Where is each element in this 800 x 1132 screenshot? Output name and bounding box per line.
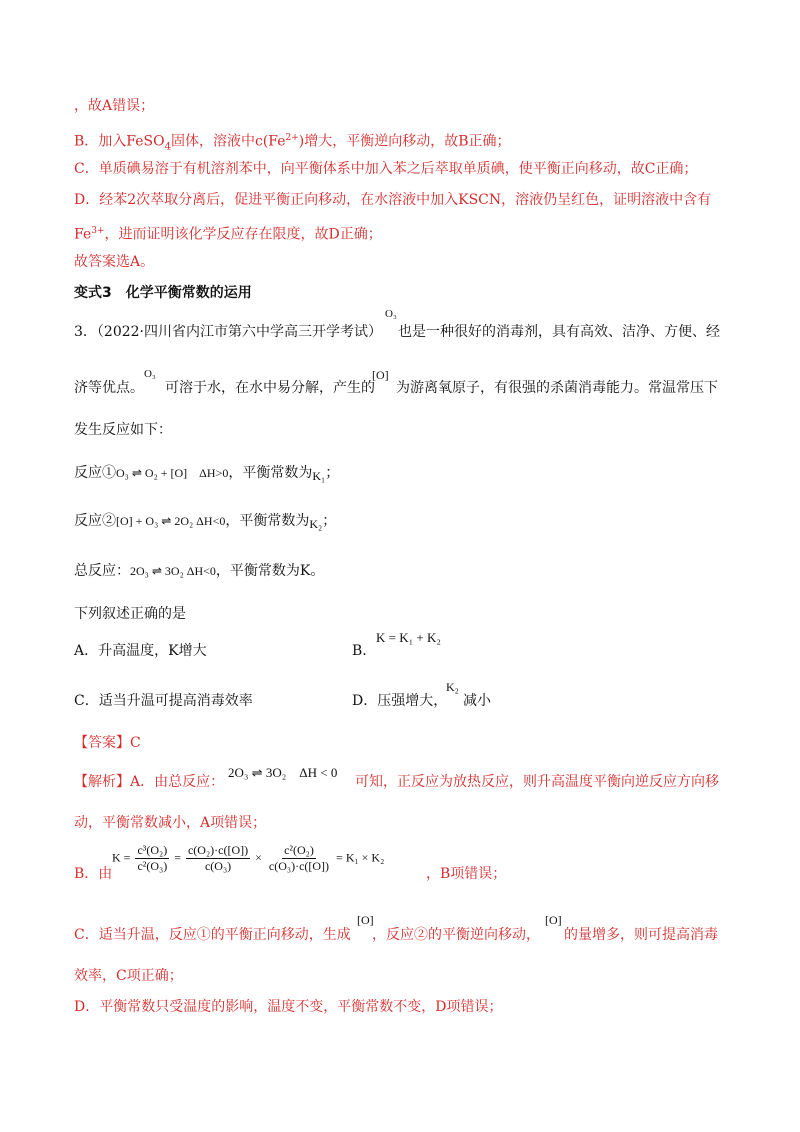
question-stem-line2-end: 为游离氧原子，有很强的杀菌消毒能力。常温常压下 — [396, 380, 718, 396]
option-c[interactable]: C．适当升温可提高消毒效率 — [74, 693, 253, 709]
analysis-line3: B．由 — [74, 866, 113, 882]
solution-line-b: B．加入FeSO$_4$固体，溶液中$c(Fe^{2+})$增大，平衡逆向移动，故B正确； — [74, 133, 511, 153]
option-d[interactable]: D．压强增大， — [352, 693, 448, 709]
section-heading: 变式3 化学平衡常数的运用 — [74, 285, 252, 301]
analysis-line3-end: ，B项错误； — [426, 866, 507, 882]
reaction-2: 反应②[O] + O₃ ⇌ 2O₂ ΔH<0，平衡常数为K₂； — [74, 513, 337, 531]
free-oxygen-symbol: [O] — [545, 913, 562, 927]
question-prompt: 下列叙述正确的是 — [74, 606, 186, 622]
option-d-end: 减小 — [463, 693, 491, 709]
option-b[interactable]: B． — [352, 643, 377, 659]
ozone-symbol: O₃ — [144, 368, 156, 380]
solution-line-d: D．经苯2次萃取分离后，促进平衡正向移动，在水溶液中加入KSCN，溶液仍呈红色，证明溶液中含有 — [74, 192, 712, 208]
analysis-overall-equation: 2O₃ ⇌ 3O₂ ΔH < 0 — [228, 765, 338, 780]
analysis-line1: 【解析】A．由总反应： — [74, 774, 225, 790]
question-stem-line1-end: 也是一种很好的消毒剂，具有高效、洁净、方便、经 — [398, 324, 720, 340]
answer-label: 【答案】C — [74, 735, 141, 751]
question-stem-line2-mid: 可溶于水，在水中易分解，产生的 — [165, 380, 375, 396]
option-d-k2: K₂ — [446, 680, 459, 694]
option-a[interactable]: A．升高温度，K增大 — [74, 643, 207, 659]
free-oxygen-symbol: [O] — [372, 368, 389, 382]
question-stem-line1: 3．（2022·四川省内江市第六中学高三开学考试） — [74, 324, 382, 340]
analysis-line5: 效率，C项正确； — [74, 968, 183, 984]
analysis-line2: 动，平衡常数减小，A项错误； — [74, 815, 267, 831]
solution-line-c: C．单质碘易溶于有机溶剂苯中，向平衡体系中加入苯之后萃取单质碘，使平衡正向移动，故C正确； — [74, 161, 698, 177]
answer-choice-line: 故答案选A。 — [74, 254, 155, 270]
analysis-line1-end: 可知，正反应为放热反应，则升高温度平衡向逆反应方向移 — [355, 774, 719, 790]
analysis-line4-mid: ，反应②的平衡逆向移动， — [372, 927, 540, 943]
reaction-overall: 总反应：2O₃ ⇌ 3O₂ ΔH<0，平衡常数为K。 — [74, 563, 325, 579]
question-stem-line3: 发生反应如下： — [74, 422, 172, 438]
analysis-line6: D．平衡常数只受温度的影响，温度不变，平衡常数不变，D项错误； — [74, 999, 503, 1015]
reaction-1: 反应①O₃ ⇌ O₂ + [O] ΔH>0，平衡常数为K₁； — [74, 465, 340, 483]
analysis-line4-end: 的量增多，则可提高消毒 — [564, 927, 718, 943]
option-b-formula: K = K₁ + K₂ — [376, 630, 441, 645]
analysis-line4: C．适当升温，反应①的平衡正向移动，生成 — [74, 927, 351, 943]
solution-line-a: ，故A错误； — [74, 98, 155, 114]
ozone-symbol: O₃ — [385, 308, 397, 320]
equilibrium-constant-formula: K = $\frac{\text{c³(O₂)}}{\text{c²(O₃)}}$ = $\frac{\text{c(O₂)·c([O])}}{\text{c(O₃)}}$ × $\frac{\text{c²(O₂)}}{\text{c(O₃)·c([O])}}$ = K₁ × K₂ — [112, 843, 385, 873]
free-oxygen-symbol: [O] — [357, 913, 374, 927]
question-stem-line2: 济等优点。 — [74, 380, 144, 396]
solution-line-d-cont: $Fe^{3+}$，进而证明该化学反应存在限度，故D正确； — [74, 226, 382, 243]
